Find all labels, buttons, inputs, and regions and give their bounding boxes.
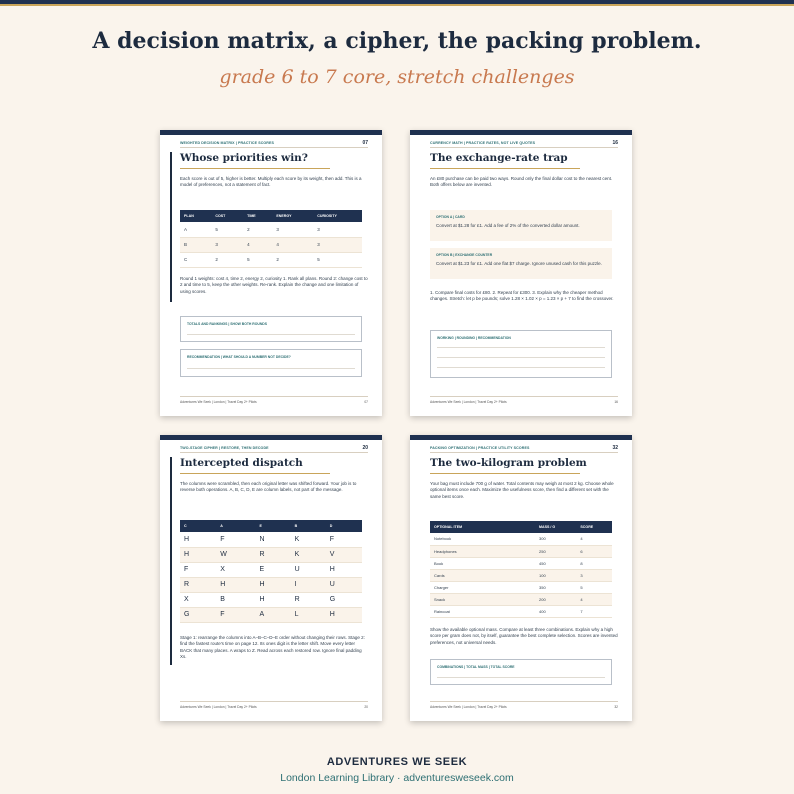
table-cell: C (180, 252, 211, 267)
table-cell: G (326, 592, 362, 607)
intro-text: An £80 purchase can be paid two ways. Round only the final dollar cost to the nearest cent. Both offers below are invented. (430, 176, 613, 188)
option-counter (430, 248, 612, 279)
table-cell: 300 (535, 533, 576, 545)
writing-line (437, 357, 605, 358)
table-row (430, 581, 612, 593)
footer-page-number: 16 (614, 400, 618, 404)
table-cell: 2 (243, 222, 272, 237)
section-tag: TWO-STAGE CIPHER | RESTORE, THEN DECODE (180, 446, 269, 450)
footer-page-number: 07 (364, 400, 368, 404)
option-card (430, 210, 612, 241)
page-number: 16 (612, 140, 618, 146)
table-row (180, 532, 362, 547)
table-cell: F (216, 532, 255, 547)
table-cell: N (255, 532, 290, 547)
writing-line (437, 347, 605, 348)
table-row (430, 533, 612, 545)
table-cell: Book (430, 557, 535, 569)
option-label: OPTION A | CARD (436, 215, 465, 219)
answer-box-label: WORKING | ROUNDING | RECOMMENDATION (437, 336, 511, 340)
table-cell: 6 (576, 545, 612, 557)
table-cell: 2 (272, 252, 313, 267)
table-cell: 5 (243, 252, 272, 267)
table-cell: F (180, 562, 216, 577)
answer-box-recommendation[interactable] (180, 349, 362, 377)
table-cell: 250 (535, 545, 576, 557)
table-row (180, 222, 362, 237)
table-cell: R (255, 547, 290, 562)
footer-credit: Adventures We Seek | London | Travel Day 2+ Pilots (430, 400, 507, 404)
table-header: OPTIONAL ITEM (430, 521, 535, 533)
table-header: MASS / G (535, 521, 576, 533)
table-row (180, 562, 362, 577)
top-rule-gold (0, 4, 794, 6)
page-exchange-rate (410, 130, 632, 416)
table-header: SCORE (576, 521, 612, 533)
page-title: Whose priorities win? (180, 152, 308, 164)
table-header: TIME (243, 210, 272, 222)
table-header: PLAN (180, 210, 211, 222)
table-cell: 5 (576, 581, 612, 593)
option-text: Convert at $1.23 for £1. Add one flat $7 charge. Ignore unused cash for this puzzle. (436, 261, 602, 266)
brand-subtitle: London Learning Library · adventuresweseek.com (280, 772, 514, 784)
table-cell: Charger (430, 581, 535, 593)
table-cell: 4 (243, 237, 272, 252)
table-cell: 350 (535, 581, 576, 593)
table-cell: H (180, 547, 216, 562)
table-header: C (180, 520, 216, 532)
table-cell: G (180, 607, 216, 622)
table-header: A (216, 520, 255, 532)
table-cell: L (291, 607, 326, 622)
answer-box-label: COMBINATIONS | TOTAL MASS | TOTAL SCORE (437, 665, 515, 669)
table-cell: F (216, 607, 255, 622)
table-cell: 3 (313, 237, 362, 252)
header-divider (430, 147, 618, 148)
title-underline (180, 168, 330, 169)
title-underline (430, 473, 580, 474)
cipher-grid (180, 520, 362, 623)
table-cell: 450 (535, 557, 576, 569)
table-cell: H (216, 577, 255, 592)
page-packing (410, 435, 632, 721)
table-cell: 3 (576, 569, 612, 581)
answer-box-combinations[interactable] (430, 659, 612, 685)
task-text: Show the available optional mass. Compare at least three combinations. Explain why a high score per gram does not, by itself, guarantee the best complete selection. Scores are invented preferences, not universal needs. (430, 627, 618, 645)
answer-box-totals[interactable] (180, 316, 362, 342)
table-header: E (255, 520, 290, 532)
footer-divider (180, 701, 368, 702)
items-table (430, 521, 612, 618)
table-cell: B (216, 592, 255, 607)
table-cell: R (180, 577, 216, 592)
table-cell: Snack (430, 593, 535, 605)
accent-side-bar (170, 457, 172, 665)
answer-box-label: RECOMMENDATION | WHAT SHOULD A NUMBER NOT DECIDE? (187, 355, 291, 359)
writing-line (187, 334, 355, 335)
answer-box-working[interactable] (430, 330, 612, 378)
table-cell: 3 (211, 237, 243, 252)
section-tag: PACKING OPTIMIZATION | PRACTICE UTILITY SCORES (430, 446, 530, 450)
page-cipher (160, 435, 382, 721)
footer-divider (430, 701, 618, 702)
footer-credit: Adventures We Seek | London | Travel Day 2+ Pilots (180, 400, 257, 404)
tagline: grade 6 to 7 core, stretch challenges (219, 66, 575, 88)
footer-page-number: 32 (614, 705, 618, 709)
table-cell: A (180, 222, 211, 237)
table-cell: 7 (576, 605, 612, 617)
brand-name: ADVENTURES WE SEEK (326, 756, 468, 768)
table-cell: Cards (430, 569, 535, 581)
header-divider (180, 452, 368, 453)
table-cell: B (180, 237, 211, 252)
page-top-bar (160, 435, 382, 440)
table-cell: X (216, 562, 255, 577)
table-row (430, 569, 612, 581)
table-header: B (291, 520, 326, 532)
table-row (180, 577, 362, 592)
headline: A decision matrix, a cipher, the packing problem. (92, 28, 702, 54)
table-cell: 4 (576, 593, 612, 605)
table-cell: V (326, 547, 362, 562)
table-cell: 5 (313, 252, 362, 267)
table-cell: K (291, 532, 326, 547)
table-cell: A (255, 607, 290, 622)
table-row (180, 592, 362, 607)
table-header: ENERGY (272, 210, 313, 222)
header-divider (430, 452, 618, 453)
task-text: 1. Compare final costs for £80. 2. Repeat for £300. 3. Explain why the cheaper method changes. Stretch: let p be pounds; solve 1.28 × 1.02 × p = 1.23 × p + 7 to find the crossover. (430, 290, 614, 302)
table-row (180, 237, 362, 252)
intro-text: The columns were scrambled, then each original letter was shifted forward. Your job is to reverse both operations. A, B, C, D, E are column labels, not part of the message. (180, 481, 357, 493)
writing-line (437, 367, 605, 368)
page-top-bar (410, 435, 632, 440)
table-cell: H (326, 562, 362, 577)
writing-line (187, 368, 355, 369)
section-tag: WEIGHTED DECISION MATRIX | PRACTICE SCORES (180, 141, 274, 145)
page-title: The two-kilogram problem (430, 457, 587, 469)
table-cell: 5 (211, 222, 243, 237)
footer-divider (180, 396, 368, 397)
title-underline (430, 168, 580, 169)
table-cell: 3 (313, 222, 362, 237)
page-number: 07 (362, 140, 368, 146)
table-cell: 200 (535, 593, 576, 605)
intro-text: Your bag must include 700 g of water. Total contents may weigh at most 2 kg. Choose whole optional items once each. Maximize the usefulness score, then find a different set with the same best score. (430, 481, 614, 499)
table-row (430, 557, 612, 569)
table-cell: H (255, 577, 290, 592)
table-row (180, 607, 362, 622)
page-top-bar (410, 130, 632, 135)
table-cell: 2 (211, 252, 243, 267)
table-row (430, 545, 612, 557)
table-cell: I (291, 577, 326, 592)
table-cell: 4 (576, 533, 612, 545)
writing-line (437, 677, 605, 678)
page-number: 20 (362, 445, 368, 451)
table-cell: H (180, 532, 216, 547)
answer-box-label: TOTALS AND RANKINGS | SHOW BOTH ROUNDS (187, 322, 267, 326)
table-cell: U (326, 577, 362, 592)
table-cell: Raincoat (430, 605, 535, 617)
page-title: The exchange-rate trap (430, 152, 568, 164)
table-cell: X (180, 592, 216, 607)
footer-page-number: 20 (364, 705, 368, 709)
page-title: Intercepted dispatch (180, 457, 303, 469)
table-header: CURIOSITY (313, 210, 362, 222)
table-header: D (326, 520, 362, 532)
table-cell: R (291, 592, 326, 607)
header-divider (180, 147, 368, 148)
section-tag: CURRENCY MATH | PRACTICE RATES, NOT LIVE QUOTES (430, 141, 536, 145)
footer-credit: Adventures We Seek | London | Travel Day 2+ Pilots (180, 705, 257, 709)
intro-text: Each score is out of 5, higher is better. Multiply each score by its weight, then add. This is a model of preferences, not a statement of fact. (180, 176, 362, 188)
table-cell: H (326, 607, 362, 622)
table-cell: 4 (272, 237, 313, 252)
option-text: Convert at $1.28 for £1. Add a fee of 2% of the converted dollar amount. (436, 223, 580, 228)
task-text: Round 1 weights: cost 4, time 2, energy 2, curiosity 1. Rank all plans. Round 2: change cost to 2 and time to 5, keep the other weights. Re-rank. Explain the change and one limitation of using scores. (180, 276, 368, 294)
page-number: 32 (612, 445, 618, 451)
table-row (180, 252, 362, 267)
scores-table (180, 210, 362, 268)
table-cell: 100 (535, 569, 576, 581)
page-decision-matrix (160, 130, 382, 416)
table-cell: H (255, 592, 290, 607)
title-underline (180, 473, 330, 474)
table-cell: 8 (576, 557, 612, 569)
table-cell: Notebook (430, 533, 535, 545)
table-cell: 400 (535, 605, 576, 617)
table-cell: F (326, 532, 362, 547)
table-cell: W (216, 547, 255, 562)
footer-credit: Adventures We Seek | London | Travel Day 2+ Pilots (430, 705, 507, 709)
option-label: OPTION B | EXCHANGE COUNTER (436, 253, 493, 257)
table-row (430, 593, 612, 605)
task-text: Stage 1: rearrange the columns into A–B–C–D–E order without changing their rows. Stage 2: find the fastest route's time on page 12. Its ones digit is the letter shift. Move every letter BACK that many places. A wraps to Z. Read across each restored row. Ignore final padding Xs. (180, 635, 365, 660)
table-header: COST (211, 210, 243, 222)
table-cell: K (291, 547, 326, 562)
page-top-bar (160, 130, 382, 135)
table-cell: E (255, 562, 290, 577)
table-row (430, 605, 612, 617)
table-cell: 3 (272, 222, 313, 237)
accent-side-bar (170, 152, 172, 302)
footer-divider (430, 396, 618, 397)
table-cell: U (291, 562, 326, 577)
table-cell: Headphones (430, 545, 535, 557)
table-row (180, 547, 362, 562)
